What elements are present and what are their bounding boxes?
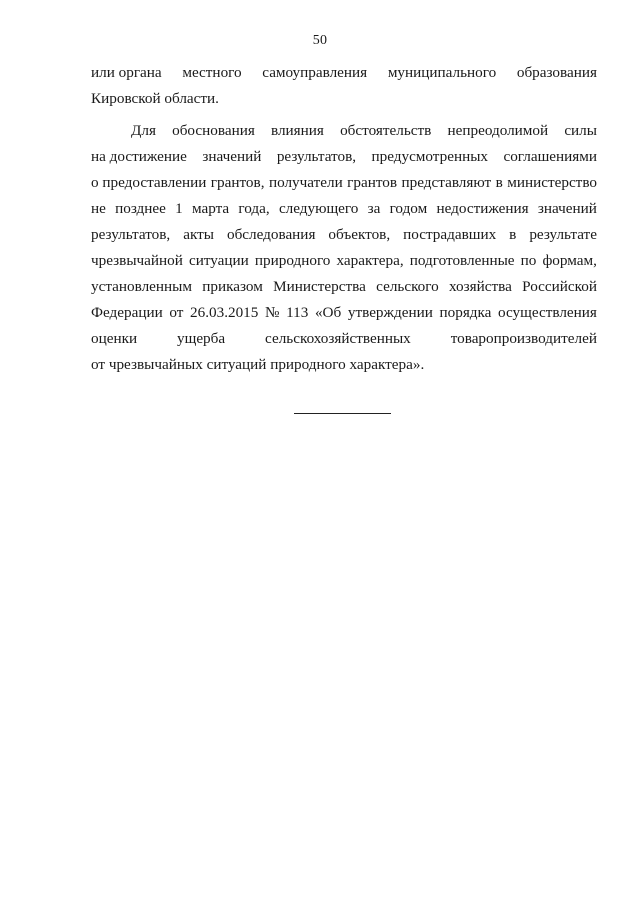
document-body [91, 60, 597, 378]
text-line: результатов, акты обследования объектов, пострадавших в результате [91, 226, 597, 243]
paragraph-2 [91, 118, 597, 378]
text-line: от чрезвычайных ситуаций природного характера». [91, 356, 425, 373]
text-line: Кировской области. [91, 90, 219, 107]
text-line: на достижение значений результатов, предусмотренных соглашениями [91, 148, 597, 165]
text-line: не позднее 1 марта года, следующего за годом недостижения значений [91, 200, 597, 217]
paragraph-1 [91, 60, 597, 112]
page-number: 50 [312, 33, 328, 48]
separator-line [294, 413, 391, 414]
text-line: чрезвычайной ситуации природного характера, подготовленные по формам, [91, 252, 597, 269]
text-line: установленным приказом Министерства сельского хозяйства Российской [91, 278, 597, 295]
text-line: оценки ущерба сельскохозяйственных товаропроизводителей [91, 330, 597, 347]
text-line: или органа местного самоуправления муниципального образования [91, 64, 597, 81]
text-line: Федерации от 26.03.2015 № 113 «Об утверждении порядка осуществления [91, 304, 597, 321]
text-line: Для обоснования влияния обстоятельств непреодолимой силы [131, 122, 597, 139]
text-line: о предоставлении грантов, получатели грантов представляют в министерство [91, 174, 597, 191]
